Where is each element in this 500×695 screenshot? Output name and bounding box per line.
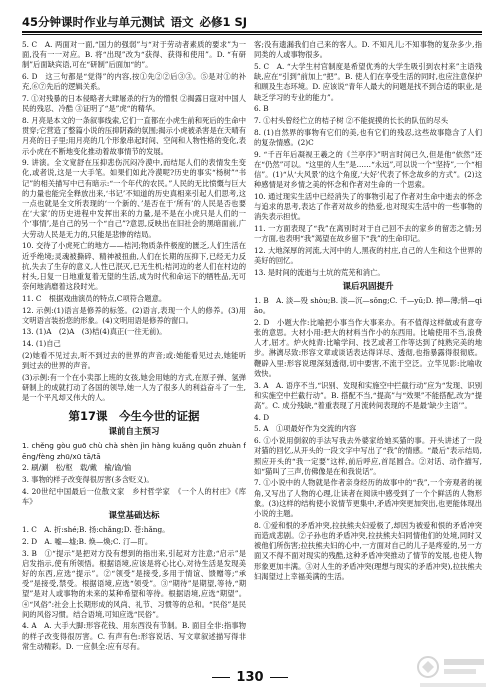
answer-item: 2. D A. 嘘—墟;B. 焕—煥;C. 汀—盯。	[22, 536, 153, 546]
answer-item: 5. C A. “大学生村官制度是希望优秀的大学生吸引到农村来”主语残缺,应在“引到”前加上“把”。B. 使人们在享受生活的同时,也应注意保护和顾及生态环境。D. 应该说“青年人最大的问题是找不到合适的职业,是缺乏学习的专业的能力”。	[254, 61, 482, 102]
answer-item: 13. 是时间的流逝与土坑的荒芜和消亡。	[254, 267, 385, 277]
section-title-review: 课后巩固提升	[342, 281, 394, 292]
answer-item: 4. 20世纪中国最后一位散文家 乡村哲学家 《一个人的村庄》《库车》	[22, 486, 246, 506]
answer-item: 3. 事物的样子改变得很厉害(多含贬义)。	[22, 475, 154, 485]
answer-item: 7. ①村头曾经伫立的桔子树 ②不能捉摸的长长的队伍的尽头	[254, 115, 449, 125]
answer-item: 13. (1)A (2)A (3)桔(4)真正(一往无前)。	[22, 327, 167, 337]
answer-item: 6. B	[254, 104, 269, 114]
left-column	[22, 40, 246, 661]
answer-item: 3. A A. 语序不当,“识别、发现和实施空中拦截行动”应为“发现、识别和实施空中拦截行动”。B. 搭配不当,“提高”与“效果”不能搭配,改为“提高”。C. 成分残缺,“着重表现了月流转间表现的不是最‘缺少主语’”。	[254, 380, 482, 410]
answer-item: 8. 月亮是本文的一条叙事线索,它们一直都在小虎生前和死后的生命中贯穿;它营造了整篇小说的压抑阴森的氛围;揭示小虎被杀害是在天晴有月亮的日子里;用月亮的几个形象串起时间、空间和人物性格的变化,表示小虎在不断地变化推动着故事情节的发展。	[22, 115, 246, 156]
answer-item: 8. ①爱和恨的矛盾冲突,拉扶熊夫妇爱极了,却因为被爱和恨的矛盾冲突而造成悲剧。②子孙也的矛盾冲突,拉扶熊夫妇同情他们的处境,同时又被他们所伤害;拉扶熊夫妇的心中,一方面对自己的儿子是疼爱的,另一方面又不得不面对现实的残酷,这种矛盾冲突推动了情节的发展,也使人物形象更加丰满。③对人生的矛盾冲突(理想与现实的矛盾冲突),拉扶熊夫妇渴望过上幸福美满的生活。	[254, 520, 482, 581]
header-rule-thin	[22, 34, 482, 35]
header-subject: 语文	[170, 15, 194, 29]
answer-item: 4. D	[254, 412, 270, 422]
running-header	[22, 10, 482, 30]
answer-item: 6. ①小说用倒叙的手法写我去外婆家给她买猫的事。开头讲述了一段对猫的回忆,从开头的一段文字中写出了“我”的情感。“最后”表示结局,照应开头的“我一定要”这样,前后呼应,首尾圆合。②对话、动作描写,如“猫叫了三声,仿佛像是在和我说话”。	[254, 436, 482, 476]
answer-item: 11. 一方面表现了“我”在离别时对于自己回不去的家乡的留恋之情;另一方面,也表明“我”渴望在故乡留下“我”的生命印记。	[254, 223, 482, 244]
answer-item: 11. C 根据戏曲演员的特点,C项符合题意。	[22, 293, 167, 303]
answer-item: 1. B A. 淡—殁 shòu;B. 淡—沉—sǒng;C. 千—yū;D. 掉—薄;悄—qiāo。	[254, 295, 482, 316]
answer-item: 14. (1)自己	[22, 339, 61, 349]
answer-item: 7. ①小说中的人物就是作者亲身经历的故事中的“我”,一个旁观者的视角,又写出了人物的心理,让读者在阅读中感受到了一个个鲜活的人物形象。(3)这样的结构使小说情节更集中,矛盾冲突更加突出,也更能体现出小说的主题。	[254, 478, 482, 519]
header-volume: 必修1 SJ	[199, 15, 248, 29]
answer-item: 2. 刷/涮 松/枢 载/戴 榆/谕/愉	[22, 463, 132, 473]
watermark-logo	[414, 651, 492, 691]
answer-item: 3. B ①“提示”是把对方没有想到的指出来,引起对方注意;“启示”是启发指示,使有所领悟。根据语境,应该是将心比心,对待生活是发现美好的东西,应选“提示”。②“领受”是接受,多用于情谊、馈赠等;“承受”是接受,禁受。根据语境,应选“领受”。③“期待”是期望,等待,“期望”是对人或事物的未来的某种希望和等待。根据语境,应选“期望”。④“风俗”:社会上长期形成的风尚、礼节、习惯等的总和。“民俗”是民间的风俗习惯。结合语境,可知应选“民俗”。	[22, 548, 246, 619]
section-title-preview: 课前自主预习	[108, 427, 160, 438]
answer-item: 8. (1)自然界的事物有它们的美,也有它们的残忍,这些故事隐含了人们的复杂情感。(2)C	[254, 127, 482, 147]
answer-item: 2. D 小题大作:比喻把小事当作大事来办。有不值得这样做或有意夸张的意思。大材小用:把大的材料当作小的东西用。比喻使用不当,浪费人才,屈才。炉火纯青:比喻学问、技艺或者工作等达到了纯熟完美的地步。淋漓尽致:形容文章或谈话表达得详尽、透彻,也指暴露得很彻底。鞭辟入里:形容说理深刻透彻,切中要害,不流于空泛。立竿见影:比喻收效快。	[254, 317, 482, 378]
answer-item: 1. C A. 折:shé;B. 扬:chǎng;D. 苍:hǎng。	[22, 525, 170, 535]
answer-item: 6. D 这三句都是“觉得”的内容,按①先②②后③③。⑤是对①的补充,⑥⑦先后的逻辑关系。	[22, 72, 246, 92]
answer-item: 5. C A. 两面对一面,“国力的强弱”与“对于劳动者素质的要求”为一面,没有一一对应。B. 将“出现”改为“获得、获得和使用”。D. “有研制”后面缺宾语,可在“研制”后面加“的”。	[22, 40, 246, 70]
lesson-title: 第17课 今生今世的证据	[68, 409, 200, 424]
footer-dash-right	[270, 677, 288, 678]
right-column	[254, 40, 482, 661]
answer-item: 9. “千百年后凝视王羲之的《兰亭序》”明言时间已久,但是他“依然”还在“仍然”可以。“这里的人生”是……“永远”,可以说一个“坚持”,一个“相信”。(1)“从‘大风景’的这个角度,‘大好’代表了怀念故乡的方式”。(2)这种感情是对乡情之美的怀念和作者对生命的一个思索。	[254, 149, 482, 190]
answer-item: 7. ①对残暴的日本侵略者大肆屠杀的行为的憎恨 ②揭露日寇对中国人民的残忍、冷酷 ③证明了“是”虎“的精华。	[22, 94, 246, 114]
answer-item: 10. 交待了小虎死亡的地方——桔河;物质条件极度的匮乏,人们生活在近乎绝境;灵魂被撕碎、精神被扭曲,人们在长期的压抑下,已经无力反抗,失去了生存的意义,人性已泯灭,已无生机;桔河边的老人们在村边的村头,日复一日地重复着无望的生活,成为时代和命运下的牺牲品,无可奈何地消磨着这段时光。	[22, 241, 246, 292]
answer-item: 10. 通过现实生活中已经消失了的事物引起了作者对生命中逝去的怀念与追求的思考,表达了作者对故乡的热爱,也对现实生活中的一些事物的消失表示担忧。	[254, 191, 482, 222]
answer-item: 客;没有遗漏我们自己来的客人。D. 不知凡儿;不知事物的复杂多少,指同类的人或事物很多。	[254, 40, 482, 60]
answer-item: (3)示例:有一个在小卖部上班的女孩,她会用她的方式,在原子弹、氢弹研制上的成就打动了各国的领导,她一人为了很多人的利益奋斗了一生,是一个平凡却又伟大的人。	[22, 372, 246, 403]
header-rule	[22, 31, 482, 33]
header-series: 45分钟课时作业与单元测试	[22, 15, 165, 29]
page-number: 130	[236, 670, 264, 685]
answer-item: 5. A ①项最好作为交流的内容	[254, 424, 357, 434]
answer-item: 9. 讲演。全文宽舒在压抑悲伤沉闷冷漠中,而结尾人们的表情发生变化,或者说,这是一大手笔。如果们如此冷漠呢?历史的事实“杨树”“书记”的相关描写中已有暗示:“一个年代的农民。”人民的无比愤慨与巨大的力量也能完全释放出来,‘书记’不知道的历史真相来引起人们思考,这一点也就是全文所表现的‘一个新的、’是否在于‘所有’的人民是否也要在‘大家’的历史进程中发挥出来的力量,是不是在小虎只是人们的一个‘事情’,是自己的另一个“自己”?意思,反映出在旧社会的黑暗面前,广大劳动人民是无力的,只能是悲惨的结局。	[22, 158, 246, 239]
answer-item: 12. 大地深厚的河流,大河中的人,黑夜的村庄,自己的人生和这个世界的美好的回忆。	[254, 245, 482, 266]
answer-item: (2)她看不见过去,听不到过去的世界的声音;或:她能看见过去,她能听到过去的世界的声音。	[22, 350, 246, 371]
answer-item: 1. chěng gòu guō chù chà shèn jìn hàng kuǎng quǒn zhuàn fēng/fèng zhū/xū tā/tā	[22, 441, 246, 461]
answer-item: 4. A A. 大手大脚:形容花钱、用东西没有节制。B. 面目全非:指事物的样子改变得很厉害。C. 有声有色:形容说话、写文章叙述描写得非常生动精彩。D. 一应俱全:应有尽有。	[22, 621, 246, 651]
answer-item: 12. 示例:(1)语言是修养的标签。(2)语言,表现一个人的修养。(3)用文明语言装扮您的形象。(4)文明用语是修养的窗口。	[22, 305, 246, 325]
footer-dash-left	[212, 677, 230, 678]
section-title-basic: 课堂基础达标	[108, 511, 160, 522]
